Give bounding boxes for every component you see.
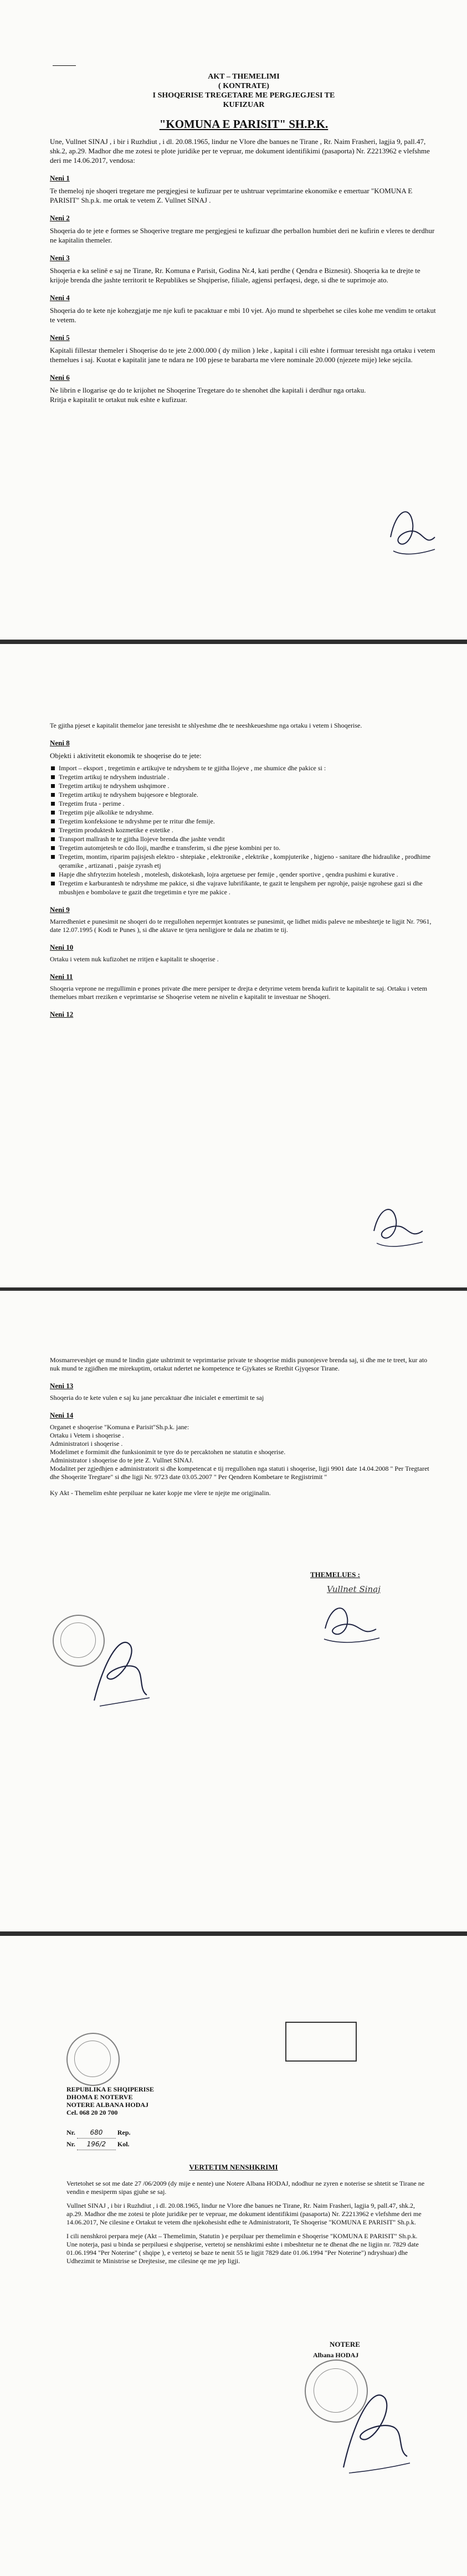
article-1-text: Te themeloj nje shoqeri tregetare me pergjegjesi te kufizuar per te ushtruar veprimtarine ekonomike e emertuar "KOMUNA E PARISIT" Sh.p.k. me ortak te vetem Z. Vullnet SINAJ . (50, 187, 413, 204)
attestation-para-2: Vullnet SINAJ , i bir i Ruzhdiut , i dl. 20.08.1965, lindur ne Vlore dhe banues ne Tirane, Rr. Naim Frasheri, lagjia 9, pall.47, shk.2, ap.29. Madhor dhe me zotesi te plote juridike per te vepruar, me dokument identifikimi (pasaporta) Nr. Z2213962 e vlefshme deri me 14.06.2017, Ne cilesine e Ortakut te vetem dhe njekohesisht edhe te Administratorit, Te Shoqerise "KOMUNA E PARISIT" Sh.p.k. (66, 2202, 422, 2226)
article-4-text: Shoqeria do te kete nje kohezgjatje me nje kufi te pacaktuar e mbi 10 vjet. Ajo mund te shperbehet se ciles kohe me vendim te ortakut te vetem. (50, 306, 436, 324)
header-line: DHOMA E NOTERVE (66, 2093, 133, 2101)
attestation-para-3: I cili nenshkroi perpara meje (Akt – Themelimin, Statutin ) e perpiluar per themelimin e Shoqerise "KOMUNA E PARISIT" Sh.p.k. Une noterja, pasi u binda se perpiluesi e shqiperise, vertetoj se nenshkrimi eshte i mbeshtetur ne te dhenat dhe ne ligjin nr. 7829 date 01.06.1994 "Per Noterine" ( shqipe ), e vertetoj se baze te nenit 55 te ligjit 7829 date 01.06.1994 "Per Noterine") ndryshuar) dhe Udhezimit te Ministrise se Drejtesise, me cilesine qe me jep ligji. (66, 2232, 419, 2265)
header-line: REPUBLIKA E SHQIPERISE (66, 2085, 155, 2093)
notary-label: NOTERE (330, 2340, 360, 2348)
header-line: Cel. 068 20 20 700 (66, 2109, 118, 2116)
article-3-label: Neni 3 (50, 254, 70, 262)
notary-name: Albana HODAJ (313, 2351, 359, 2359)
activity-list (50, 764, 438, 897)
list-item: Tregetim artikuj te ndryshem ushqimore . (50, 781, 438, 790)
handwritten-signature (83, 1623, 155, 1712)
nr2-value: 196/2 (77, 2139, 116, 2150)
top-rule (53, 65, 76, 66)
nr-value: 680 (77, 2127, 116, 2139)
page-gap-1 (0, 640, 467, 644)
attestation-title: VERTETIM NENSHKRIMI (189, 2163, 278, 2171)
nr-label: Nr. (66, 2129, 75, 2136)
list-item: Tregetim fruta - perime . (50, 799, 438, 808)
heading-line-4: KUFIZUAR (223, 101, 265, 109)
founder-name: Vullnet Sinaj (327, 1584, 381, 1594)
article-10-text: Ortaku i vetem nuk kufizohet ne rritjen e kapitalit te shoqerise . (50, 955, 219, 963)
kol-label: Kol. (117, 2140, 130, 2148)
heading-line-1: AKT – THEMELIMI (208, 73, 280, 81)
notary-seal (66, 2033, 120, 2086)
article-1-label: Neni 1 (50, 174, 70, 182)
page-1 (0, 0, 467, 640)
article-9-label: Neni 9 (50, 905, 70, 914)
article-14-text: Organet e shoqerise "Komuna e Parisit"Sh.p.k. jane: Ortaku i Vetem i shoqerise . Administratori i shoqerise . Modelimet e formimit dhe funksionimit te tyre do te percaktohen ne statutin e shoqerise. Administrator i shoqerise do te jete Z. Vullnet SINAJ. Modalitet per zgjedhjen e administratorit si dhe kompetencat e tij rregullohen nga statuti i shoqerise, ligji 9901 date 14.04.2008 " Per Tregtaret dhe Shoqerite Tregtare" si dhe ligji Nr. 9723 date 03.05.2007 " Per Qendren Kombetare te Regjistrimit " (50, 1423, 429, 1481)
article-11-text: Shoqeria veprone ne rregullimin e prones private dhe mere persiper te drejta e detyrime vetem brenda kufirit te kapitalit te saj. Ortaku i vetem themelues mbart rreziken e veprimtarise se Shoqerise vetem ne nivelin e kapitalit te investuar ne Shoqeri. (50, 985, 428, 1001)
list-item: Tregetim artikuj te ndryshem industriale . (50, 772, 438, 781)
page-4 (0, 1936, 467, 2576)
page-gap-3 (0, 1931, 467, 1936)
attestation-para-1: Vertetohet se sot me date 27 /06/2009 (dy mije e nente) une Notere Albana HODAJ, ndodhur ne zyren e noterise se shtetit se Tirane ne vendin e mesiperm sipas gjuhe se saj. (66, 2180, 425, 2196)
heading-line-3: I SHOQERISE TREGETARE ME PERGJEGJESI TE (152, 91, 335, 100)
article-12-label: Neni 12 (50, 1010, 74, 1018)
deed-heading (50, 72, 438, 110)
article-13-label: Neni 13 (50, 1382, 74, 1390)
handwritten-signature (368, 1198, 429, 1253)
article-3-text: Shoqeria e ka selinë e saj ne Tirane, Rr. Komuna e Parisit, Godina Nr.4, kati perdhe ( Qendra e Biznesit). Shoqeria ka te drejte te krijoje brenda dhe jashte territorit te Republikes se Shqiperise, filiale, agjensi perfaqesi, dege, si dhe te suprimoje ato. (50, 266, 420, 284)
founders-label: THEMELUES : (310, 1570, 360, 1579)
notary-box-stamp (285, 2022, 357, 2062)
list-item: Tregetim automjetesh te cdo lloji, mardhe e transferim, si dhe pjese kombini per to. (50, 843, 438, 852)
page-2 (0, 644, 467, 1287)
list-item: Transport mallrash te te gjitha llojeve brenda dhe jashte vendit (50, 834, 438, 843)
article-6-label: Neni 6 (50, 373, 70, 382)
list-item: Hapje dhe shfrytezim hotelesh , motelesh, diskotekash, lojra argetuese per femije , qender sportive , qendra pushimi e kurative . (50, 870, 438, 879)
list-item: Import – eksport , tregetimin e artikujve te ndryshem te te gjitha llojeve , me shumice dhe pakice si : (50, 764, 438, 772)
article-2-label: Neni 2 (50, 214, 70, 222)
list-item: Tregetim produktesh kozmetike e estetike . (50, 826, 438, 834)
registry-numbers (66, 2127, 131, 2150)
list-item: Tregetim konfeksione te ndryshme per te rritur dhe femije. (50, 817, 438, 826)
closing-text: Ky Akt - Themelim eshte perpiluar ne kater kopje me vlere te njejte me origjinalin. (50, 1489, 271, 1497)
article-6-text: Ne librin e llogarise qe do te krijohet ne Shoqerine Tregetare do te shenohet dhe kapitali i derdhur nga ortaku. Rritja e kapitalit te ortakut nuk eshte e kufizuar. (50, 386, 366, 404)
list-item: Tregetim e karburantesh te ndryshme me pakice, si dhe vajrave lubrifikante, te gazit te lengshem per ngrohje, paisje ngrohese gazi si dhe mbushjen e bombolave te gazit dhe tregetimin e tyre me pakice . (50, 879, 438, 897)
list-item: Tregetim, montim, riparim pajisjesh elektro - shtepiake , elektronike , elektrike , kompjuterike , higjeno - sanitare dhe hidraulike , prodhime qeramike , artizanati , paisje zyrash etj (50, 852, 438, 870)
article-8-label: Neni 8 (50, 739, 70, 747)
header-line: NOTERE ALBANA HODAJ (66, 2101, 149, 2109)
company-name: "KOMUNA E PARISIT" SH.P.K. (159, 117, 329, 131)
article-8-text: Objekti i aktivitetit ekonomik te shoqerise do te jete: (50, 751, 202, 760)
handwritten-signature (319, 1598, 385, 1648)
article-13-text: Shoqeria do te kete vulen e saj ku jane percaktuar dhe inicialet e emertimit te saj (50, 1394, 264, 1402)
article-9-text: Marredheniet e punesimit ne shoqeri do te rregullohen nepermjet kontrates se punesimit, qe lidhet midis paleve ne mbeshtetje te ligjit Nr. 7961, date 12.07.1995 ( Kodi te Punes ), si dhe aktave te tjera nenligjore te dala ne zbatim te tij. (50, 918, 432, 934)
notary-header (66, 2085, 154, 2116)
article-2-text: Shoqeria do te jete e formes se Shoqerive tregtare me pergjegjesi te kufizuar dhe perballon humbiet deri ne kufirin e vleres te derdhur ne kapitalin themeler. (50, 226, 435, 244)
article-10-label: Neni 10 (50, 943, 74, 951)
page2-intro: Te gjitha pjeset e kapitalit themelor jane teresisht te shlyeshme dhe te neeshkeueshme nga ortaku i vetem i Shoqerise. (50, 722, 362, 729)
handwritten-signature (332, 2373, 415, 2479)
nr2-label: Nr. (66, 2140, 75, 2148)
article-5-text: Kapitali fillestar themeler i Shoqerise do te jete 2.000.000 ( dy milion ) leke , kapital i cili eshte i formuar teresisht nga ortaku i vetem themelues i saj. Kuotat e kapitalit jane te ndara ne 100 pjese te barabarta me vlere nominale 20.000 (njezete mije) leke sejcila. (50, 346, 435, 364)
article-4-label: Neni 4 (50, 293, 70, 302)
heading-line-2: ( KONTRATE) (218, 82, 269, 90)
list-item: Tregetim artikuj te ndryshem bujqesore e blegtorale. (50, 790, 438, 799)
article-11-label: Neni 11 (50, 972, 73, 981)
page-3 (0, 1291, 467, 1931)
article-14-label: Neni 14 (50, 1411, 74, 1419)
handwritten-signature (382, 498, 443, 565)
list-item: Tregetim pije alkolike te ndryshme. (50, 808, 438, 817)
article-5-label: Neni 5 (50, 333, 70, 342)
intro-paragraph: Une, Vullnet SINAJ , i bir i Ruzhdiut , i dl. 20.08.1965, lindur ne Vlore dhe banues ne Tirane , Rr. Naim Frasheri, lagjia 9, pall.47, shk.2, ap.29. Madhor dhe me zotesi te plote juridike per te vepruar, me dokument identifikimi (pasaporta) Nr. Z2213962 e vlefshme deri me 14.06.2017, vendosa: (50, 137, 430, 164)
rep-label: Rep. (117, 2129, 131, 2136)
page3-intro: Mosmarreveshjet qe mund te lindin gjate ushtrimit te veprimtarise private te shoqerise midis punonjesve brenda saj, si dhe me te treet, kur ato nuk mund te zgjidhen me mirekuptim, ortakut ndertet ne kompetence te Gjykates se Rrethit Gjyqesor Tirane. (50, 1356, 428, 1372)
